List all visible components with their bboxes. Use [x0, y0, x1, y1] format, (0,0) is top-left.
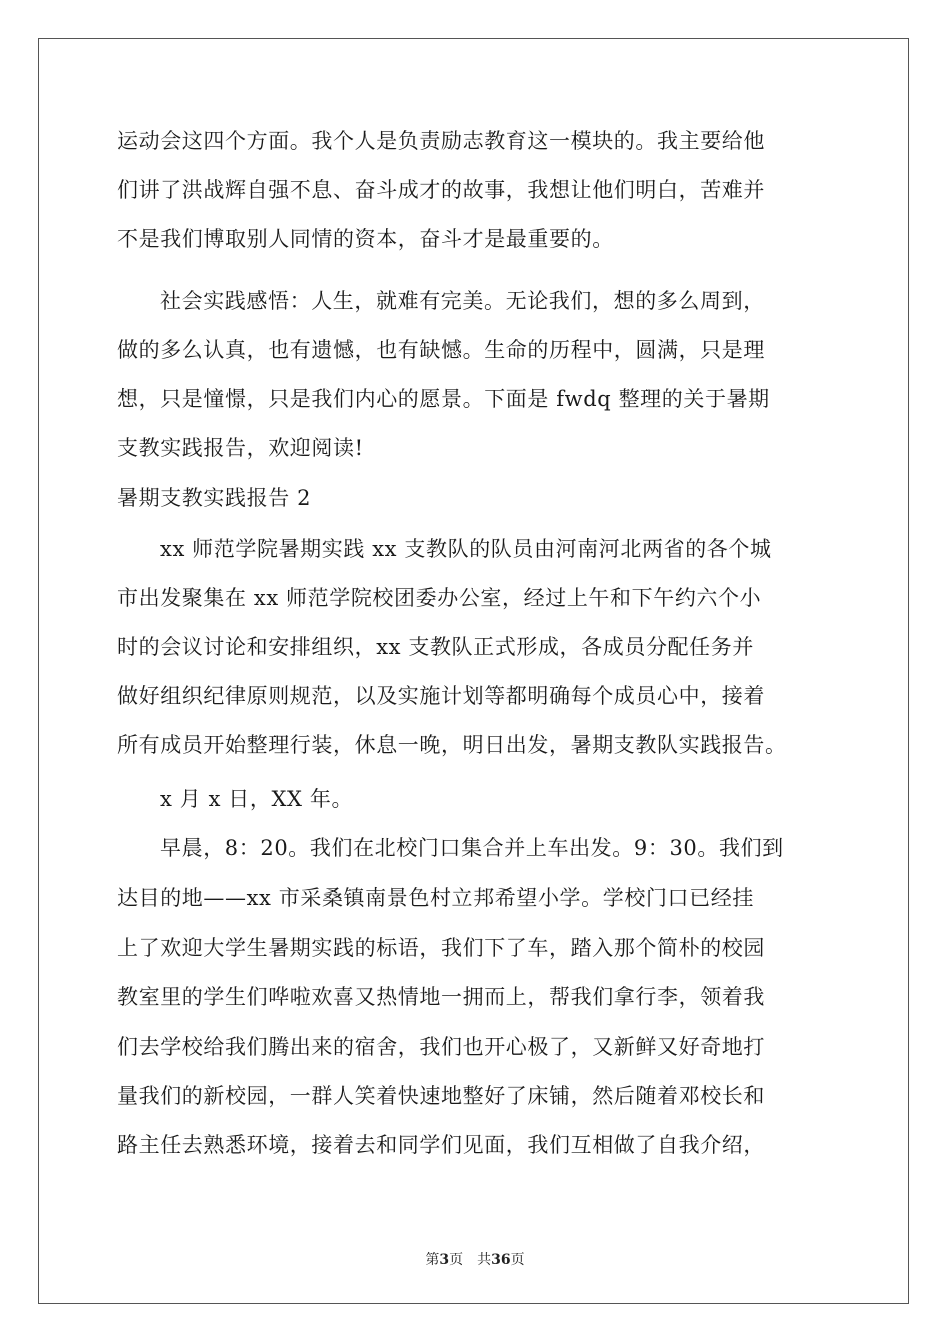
page-separator: 页 共 — [449, 1252, 492, 1268]
paragraph-line: 们去学校给我们腾出来的宿舍，我们也开心极了，又新鲜又好奇地打 — [117, 1035, 765, 1059]
paragraph-line: x 月 x 日，XX 年。 — [160, 787, 354, 811]
paragraph-line: 教室里的学生们哗啦欢喜又热情地一拥而上，帮我们拿行李，领着我 — [117, 985, 765, 1009]
page-prefix: 第 — [425, 1252, 440, 1268]
paragraph-line: 市出发聚集在 xx 师范学院校团委办公室，经过上午和下午约六个小 — [117, 586, 762, 610]
paragraph-line: 社会实践感悟：人生，就难有完美。无论我们，想的多么周到， — [160, 289, 765, 313]
paragraph-line: 达目的地——xx 市采桑镇南景色村立邦希望小学。学校门口已经挂 — [117, 886, 754, 910]
section-heading: 暑期支教实践报告 2 — [117, 486, 312, 510]
paragraph-line: 支教实践报告，欢迎阅读! — [117, 436, 364, 460]
page-suffix: 页 — [510, 1252, 525, 1268]
paragraph-line: 上了欢迎大学生暑期实践的标语，我们下了车，踏入那个简朴的校园 — [117, 936, 765, 960]
paragraph-line: 做好组织纪律原则规范，以及实施计划等都明确每个成员心中，接着 — [117, 684, 765, 708]
paragraph-line: xx 师范学院暑期实践 xx 支教队的队员由河南河北两省的各个城 — [160, 537, 772, 561]
paragraph-line: 运动会这四个方面。我个人是负责励志教育这一模块的。我主要给他 — [117, 129, 765, 153]
paragraph-line: 想，只是憧憬，只是我们内心的愿景。下面是 fwdq 整理的关于暑期 — [117, 387, 770, 411]
paragraph-line: 所有成员开始整理行装，休息一晚，明日出发，暑期支教队实践报告。 — [117, 733, 787, 757]
paragraph-line: 量我们的新校园，一群人笑着快速地整好了床铺，然后随着邓校长和 — [117, 1084, 765, 1108]
paragraph-line: 时的会议讨论和安排组织，xx 支教队正式形成，各成员分配任务并 — [117, 635, 754, 659]
paragraph-line: 路主任去熟悉环境，接着去和同学们见面，我们互相做了自我介绍， — [117, 1133, 765, 1157]
paragraph-line: 做的多么认真，也有遗憾，也有缺憾。生命的历程中，圆满，只是理 — [117, 338, 765, 362]
total-page-count: 36 — [491, 1252, 511, 1268]
page-footer — [0, 1249, 950, 1269]
current-page-number: 3 — [439, 1252, 450, 1268]
paragraph-line: 们讲了洪战辉自强不息、奋斗成才的故事，我想让他们明白，苦难并 — [117, 178, 765, 202]
paragraph-line: 早晨，8：20。我们在北校门口集合并上车出发。9：30。我们到 — [160, 836, 784, 860]
paragraph-line: 不是我们博取别人同情的资本，奋斗才是最重要的。 — [117, 227, 614, 251]
